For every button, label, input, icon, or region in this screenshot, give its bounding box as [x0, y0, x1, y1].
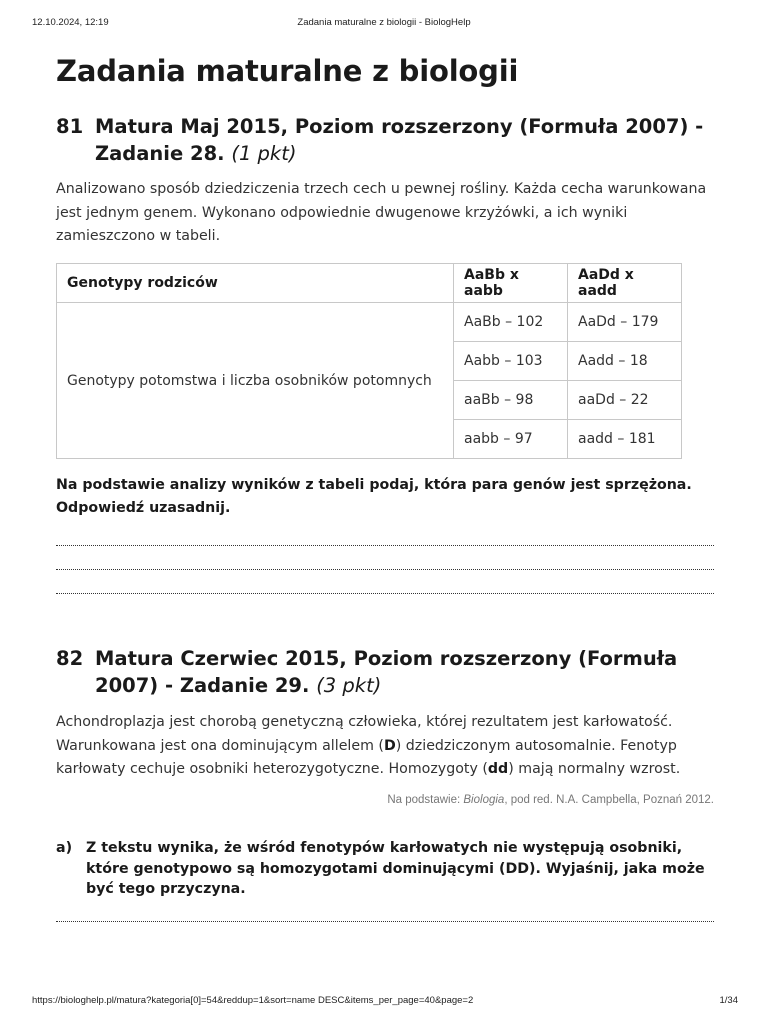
task-81-intro: Analizowano sposób dziedziczenia trzech cech u pewnej rośliny. Każda cecha warunkowana jest jednym genem. Wykonano odpowiednie dwugenowe krzyżówki, a ich wyniki zamieszczono w tabeli. — [56, 181, 707, 244]
task-82-heading-line2-text: 2007) - Zadanie 29. — [95, 674, 310, 697]
table-cell: Aadd – 18 — [568, 342, 682, 381]
task-82-heading-line1: Matura Czerwiec 2015, Poziom rozszerzony (Formuła — [95, 647, 678, 670]
task-82-number: 82 — [56, 647, 84, 670]
table-header-cell: Genotypy rodziców — [57, 264, 454, 303]
table-row-label: Genotypy potomstwa i liczba osobników potomnych — [57, 303, 454, 459]
table-cell: AaDd – 179 — [568, 303, 682, 342]
table-cell: aaBb – 98 — [454, 381, 568, 420]
answer-line[interactable] — [56, 593, 714, 594]
answer-line[interactable] — [56, 545, 714, 546]
answer-line[interactable] — [56, 569, 714, 570]
table-cell: aabb – 97 — [454, 420, 568, 459]
subquestion-a-marker: a) — [56, 840, 73, 856]
print-page-number: 1/34 — [719, 995, 738, 1006]
task-82-intro-part3: ) mają normalny wzrost. — [508, 761, 681, 777]
task-82-points: (3 pkt) — [316, 674, 382, 697]
task-82-intro — [56, 711, 716, 782]
task-81-heading-line2-text: Zadanie 28. — [95, 142, 225, 165]
print-footer — [0, 995, 768, 1009]
task-82-intro-part2: ) dziedziczonym autosomalnie. Fenotyp karłowaty cechuje osobniki heterozygotyczne. Homozygoty ( — [56, 737, 677, 777]
task-81-points: (1 pkt) — [231, 142, 297, 165]
table-header-row — [57, 264, 682, 303]
genotype-table — [56, 263, 682, 459]
task-82-heading-line2 — [95, 672, 381, 699]
table-header-cell: AaDd x aadd — [568, 264, 682, 303]
source-rest: , pod red. N.A. Campbella, Poznań 2012. — [504, 794, 714, 806]
source-prefix: Na podstawie: — [387, 794, 464, 806]
subquestion-a-text: Z tekstu wynika, że wśród fenotypów karłowatych nie występują osobniki, które genotypowo są homozygotami dominującymi (DD). Wyjaśnij, jaka może być tego przyczyna. — [86, 840, 705, 897]
table-cell: AaBb – 102 — [454, 303, 568, 342]
source-title: Biologia — [463, 794, 505, 806]
task-82-intro-part1: Achondroplazja jest chorobą genetyczną człowieka, której rezultatem jest karłowatość. Warunkowana jest ona dominującym allelem ( — [56, 714, 673, 754]
print-datetime: 12.10.2024, 12:19 — [32, 17, 109, 28]
page-title: Zadania maturalne z biologii — [56, 54, 519, 88]
allele-dominant: D — [383, 737, 396, 754]
print-page-title: Zadania maturalne z biologii - BiologHelp — [297, 17, 471, 28]
task-81-heading-line1: Matura Maj 2015, Poziom rozszerzony (Formuła 2007) - — [95, 115, 704, 138]
task-81-number: 81 — [56, 115, 84, 138]
print-header — [0, 17, 768, 31]
answer-line[interactable] — [56, 921, 714, 922]
source-citation — [387, 794, 714, 806]
allele-homozygous: dd — [487, 761, 509, 777]
table-row — [57, 303, 682, 342]
table-cell: Aabb – 103 — [454, 342, 568, 381]
table-header-cell: AaBb x aabb — [454, 264, 568, 303]
task-81-heading-line2 — [95, 140, 296, 167]
task-81-question: Na podstawie analizy wyników z tabeli podaj, która para genów jest sprzężona. Odpowiedź uzasadnij. — [56, 477, 692, 516]
table-cell: aadd – 181 — [568, 420, 682, 459]
print-url: https://biologhelp.pl/matura?kategoria[0]=54&reddup=1&sort=name DESC&items_per_page=40&page=2 — [32, 995, 474, 1006]
table-cell: aaDd – 22 — [568, 381, 682, 420]
